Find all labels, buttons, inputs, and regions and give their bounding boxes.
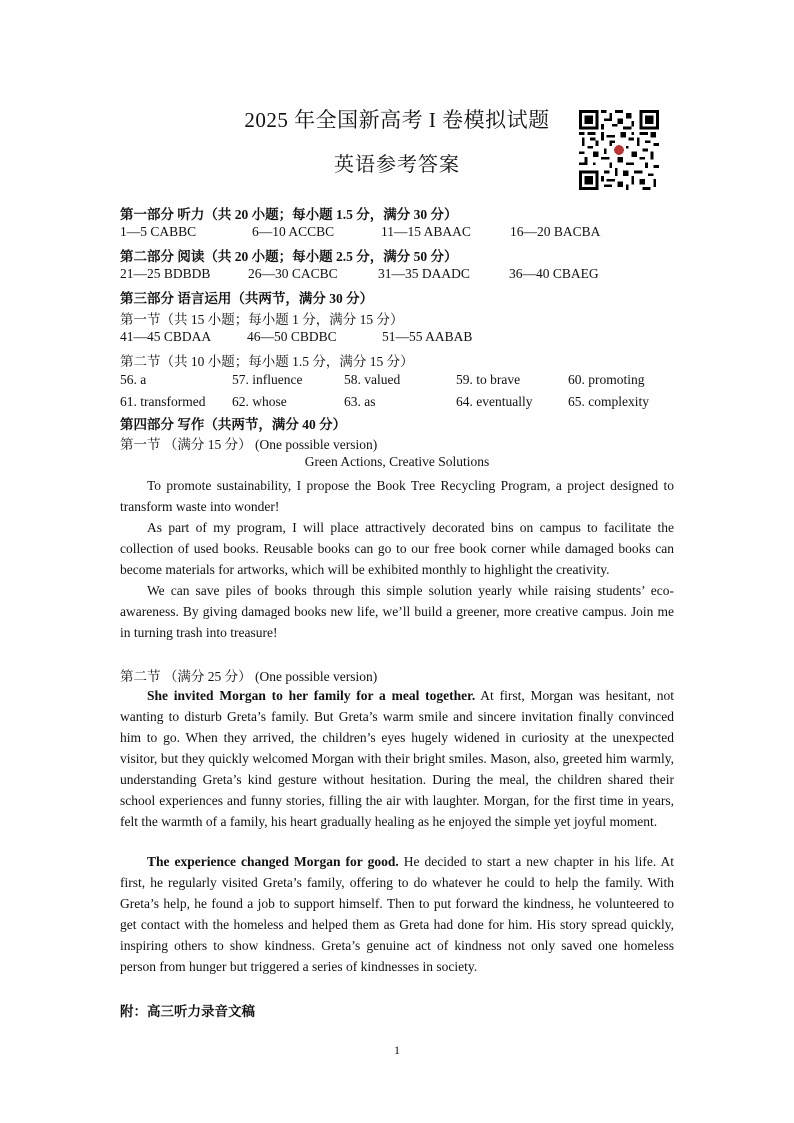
essay1-paragraph-3: We can save piles of books through this simple solution yearly while raising students’ eco-awareness. By giving damaged books new life, we’ll build a greener, more creative campus. Join me in turning trash into treasure! xyxy=(120,583,674,640)
page-subtitle: 英语参考答案 xyxy=(334,154,460,176)
part3-answer-1: 41—45 CBDAA xyxy=(120,329,212,344)
part1-heading: 第一部分 听力（共 20 小题；每小题 1.5 分，满分 30 分） xyxy=(120,207,458,222)
part1-answer-4: 16—20 BACBA xyxy=(510,224,601,239)
part3-answer-3: 51—55 AABAB xyxy=(382,329,473,344)
essay1-title: Green Actions, Creative Solutions xyxy=(304,454,490,469)
fill-answer-59: 59. to brave xyxy=(456,372,521,387)
part3-section1-label: 第一节（共 15 小题；每小题 1 分，满分 15 分） xyxy=(120,312,404,327)
part1-answer-3: 11—15 ABAAC xyxy=(381,224,471,239)
essay2-paragraph-1-lead: She invited Morgan to her family for a meal together. xyxy=(147,688,476,703)
part2-answer-4: 36—40 CBAEG xyxy=(509,266,599,281)
essay2-paragraph-1-body: At first, Morgan was hesitant, not wanting to disturb Greta’s family. But Greta’s warm smile and sincere invitation finally convinced him to go. When they arrived, the children’s eyes hugely widened in curiosity at the unexpected visitor, but they quickly welcomed Morgan with their bright smiles. Mason, also, greeted him warmly, understanding Greta’s kind gesture without hesitation. During the meal, the children shared their school experiences and funny stories, filling the air with laughter. Morgan, for the first time in years, felt the warmth of a family, his heart gradually healing as he enjoyed the simple yet joyful moment. xyxy=(120,688,675,829)
part3-section2-label: 第二节（共 10 小题；每小题 1.5 分，满分 15 分） xyxy=(120,354,414,369)
part2-heading: 第二部分 阅读（共 20 小题；每小题 2.5 分，满分 50 分） xyxy=(120,249,458,264)
part2-answer-3: 31—35 DAADC xyxy=(378,266,470,281)
part4-heading: 第四部分 写作（共两节，满分 40 分） xyxy=(120,417,347,432)
part4-section1-label: 第一节 （满分 15 分） (One possible version) xyxy=(120,437,378,452)
fill-answer-64: 64. eventually xyxy=(456,394,533,409)
essay1-paragraph-1: To promote sustainability, I propose the Book Tree Recycling Program, a project designed to transform waste into wonder! xyxy=(120,478,674,514)
part3-answer-2: 46—50 CBDBC xyxy=(247,329,337,344)
essay2-paragraph-2-body: He decided to start a new chapter in his life. At first, he regularly visited Greta’s family, offering to do whatever he could to help the family. With Greta’s help, he found a job to support himself. Then to put forward the kindness, he volunteered to get contact with the homeless and helped them as Greta had done for him. His story spread quickly, inspiring others to show kindness. Greta’s genuine act of kindness not only saved one homeless person from hunger but triggered a series of kindnesses in society. xyxy=(120,854,674,974)
page-number: 1 xyxy=(394,1043,400,1057)
fill-answer-60: 60. promoting xyxy=(568,372,645,387)
part4-section2-label: 第二节 （满分 25 分） (One possible version) xyxy=(120,669,378,684)
fill-answer-58: 58. valued xyxy=(344,372,401,387)
essay2-paragraph-1 xyxy=(120,685,674,832)
part1-answer-1: 1—5 CABBC xyxy=(120,224,197,239)
qr-code-icon xyxy=(579,110,659,190)
page-title: 2025 年全国新高考 I 卷模拟试题 xyxy=(244,108,550,132)
essay1-paragraph-2: As part of my program, I will place attractively decorated bins on campus to facilitate the collection of used books. Reusable books can go to our free book corner while damaged books can become materials for artworks, which will be exhibited monthly to highlight the creativity. xyxy=(120,520,674,577)
fill-answer-56: 56. a xyxy=(120,372,147,387)
fill-answer-63: 63. as xyxy=(344,394,376,409)
part3-heading: 第三部分 语言运用（共两节，满分 30 分） xyxy=(120,291,374,306)
part2-answer-1: 21—25 BDBDB xyxy=(120,266,211,281)
part1-answer-2: 6—10 ACCBC xyxy=(252,224,335,239)
essay2-paragraph-2 xyxy=(120,851,674,977)
fill-answer-57: 57. influence xyxy=(232,372,303,387)
fill-answer-62: 62. whose xyxy=(232,394,287,409)
essay2-paragraph-2-lead: The experience changed Morgan for good. xyxy=(147,854,399,869)
fill-answer-65: 65. complexity xyxy=(568,394,649,409)
part2-answer-2: 26—30 CACBC xyxy=(248,266,338,281)
fill-answer-61: 61. transformed xyxy=(120,394,206,409)
appendix-heading: 附：高三听力录音文稿 xyxy=(120,1004,255,1019)
